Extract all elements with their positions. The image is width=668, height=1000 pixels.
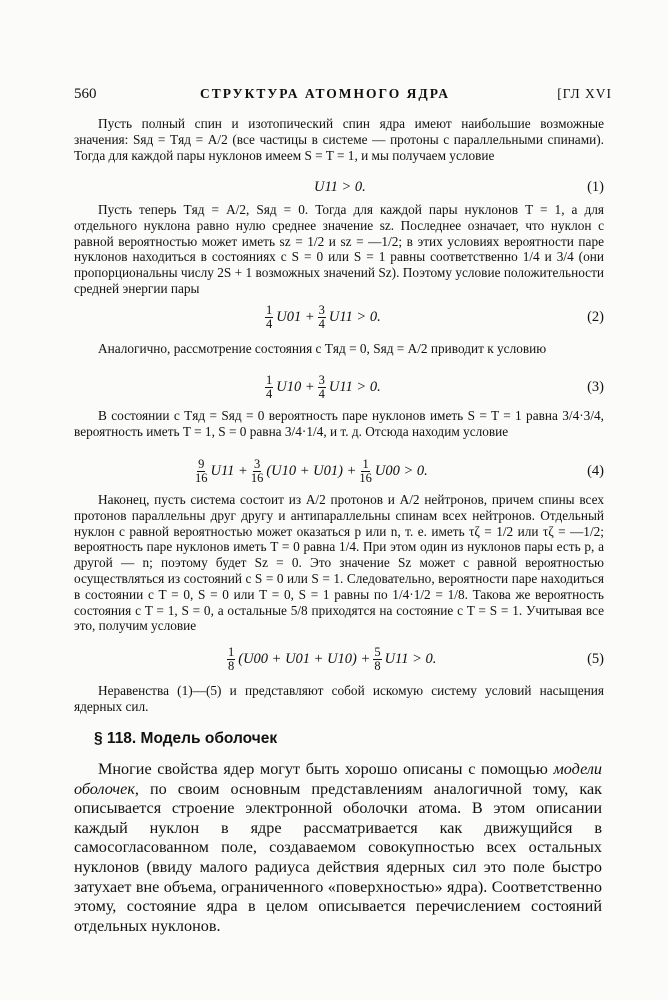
main-text-rest: , по своим основным представлениям аналогичной тому, как описывается строение электронной оболочки атома. В этом описании каждый нуклон в ядре рассматривается как движущийся в самосогласованном поле, создаваемом совокупностью всех остальных нуклонов (ввиду малого радиуса действия ядерных сил это поле быстро затухает вне объема, ограниченного «поверхностью» ядра). Соответственно этому, состояние ядра в целом описывается перечислением состояний отдельных нуклонов. — [74, 779, 602, 935]
fraction: $\frac{1}{8}$ — [228, 644, 235, 673]
equation-term: (U10 + U01) + — [266, 462, 357, 479]
equation-2 — [74, 302, 604, 332]
fraction: $\frac{3}{16}$ — [250, 456, 264, 485]
fraction: $\frac{1}{16}$ — [359, 456, 372, 485]
equation-term: U11 + — [210, 462, 248, 479]
section-heading: § 118. Модель оболочек — [94, 730, 278, 747]
equation-1 — [74, 172, 604, 202]
fraction: $\frac{1}{4}$ — [266, 302, 273, 331]
fraction: $\frac{9}{16}$ — [195, 456, 208, 485]
equation-term: U00 > 0. — [374, 462, 428, 479]
equation-term: (U00 + U01 + U10) + — [238, 650, 371, 667]
fraction: $\frac{5}{8}$ — [374, 644, 381, 673]
equation-4-number: (4) — [587, 463, 604, 479]
equation-4 — [74, 456, 604, 486]
fraction: $\frac{3}{4}$ — [318, 302, 325, 331]
equation-1-number: (1) — [587, 179, 604, 195]
fraction: $\frac{3}{4}$ — [318, 372, 325, 401]
main-text-start: Многие свойства ядер могут быть хорошо описаны с помощью — [98, 760, 548, 778]
equation-term: U11 > 0. — [328, 308, 381, 325]
paragraph-4: В состоянии с Tяд = Sяд = 0 вероятность паре нуклонов иметь S = T = 1 равна 3/4·3/4, вероятность иметь T = 1, S = 0 равна 3/4·1/4, и т. д. Отсюда находим условие — [74, 408, 604, 439]
page-number: 560 — [74, 86, 97, 102]
equation-2-number: (2) — [587, 309, 604, 325]
page-header — [74, 86, 612, 106]
fraction: $\frac{1}{4}$ — [266, 372, 273, 401]
equation-3 — [74, 372, 604, 402]
equation-term: U11 > 0. — [384, 650, 437, 667]
paragraph-3: Аналогично, рассмотрение состояния с Tяд = 0, Sяд = A/2 приводит к условию — [98, 341, 547, 356]
equation-3-number: (3) — [587, 379, 604, 395]
equation-term: U11 > 0. — [328, 378, 381, 395]
equation-term: U01 + — [276, 308, 315, 325]
equation-term: U10 + — [276, 378, 315, 395]
paragraph-5: Наконец, пусть система состоит из A/2 протонов и A/2 нейтронов, причем спины всех протонов параллельны друг другу и антипараллельны спинам всех нейтронов. Отдельный нуклон с равной вероятностью может оказаться p или n, т. е. иметь τζ = 1/2 или τζ = —1/2; вероятность паре нуклонов иметь T = 0 равна 1/4. При этом один из нуклонов пары есть p, а другой — n; поэтому будет Sz = 0. Это значение Sz может с равной вероятностью осуществляться из состояний с S = 0 или S = 1. Следовательно, вероятности паре находиться в состоянии с T = 0, S = 0 или T = 0, S = 1 равны по 1/4·1/2 = 1/8. Такова же вероятность состояния с T = 1, S = 0, а остальные 5/8 приходятся на состояние с T = S = 1. Учитывая все это, получим условие — [74, 492, 604, 634]
equation-5 — [74, 644, 604, 674]
paragraph-6: Неравенства (1)—(5) и представляют собой искомую систему условий насыщения ядерных сил. — [74, 683, 604, 714]
chapter-label: [ГЛ XVI — [557, 86, 612, 101]
equation-5-number: (5) — [587, 651, 604, 667]
equation-1-expression: U11 > 0. — [314, 178, 366, 195]
paragraph-1: Пусть полный спин и изотопический спин ядра имеют наибольшие возможные значения: Sяд = Tяд = A/2 (все частицы в системе — протоны с параллельными спинами). Тогда для каждой пары нуклонов имеем S = T = 1, и мы получаем условие — [74, 116, 604, 163]
paragraph-2: Пусть теперь Tяд = A/2, Sяд = 0. Тогда для каждой пары нуклонов T = 1, а для отдельного нуклона равно нулю среднее значение sz. Последнее означает, что нуклон с равной вероятностью может иметь sz = 1/2 и sz = —1/2; в этих условиях вероятности паре нуклонов находиться в состояниях с S = 0 или S = 1 равны соответственно 1/4 и 3/4 (они пропорциональны числу 2S + 1 возможных значений Sz). Поэтому условие положительности средней энергии пары — [74, 202, 604, 296]
main-paragraph — [74, 760, 602, 936]
running-title: СТРУКТУРА АТОМНОГО ЯДРА — [200, 86, 450, 101]
emphasized-term: модели оболочек — [74, 760, 602, 798]
